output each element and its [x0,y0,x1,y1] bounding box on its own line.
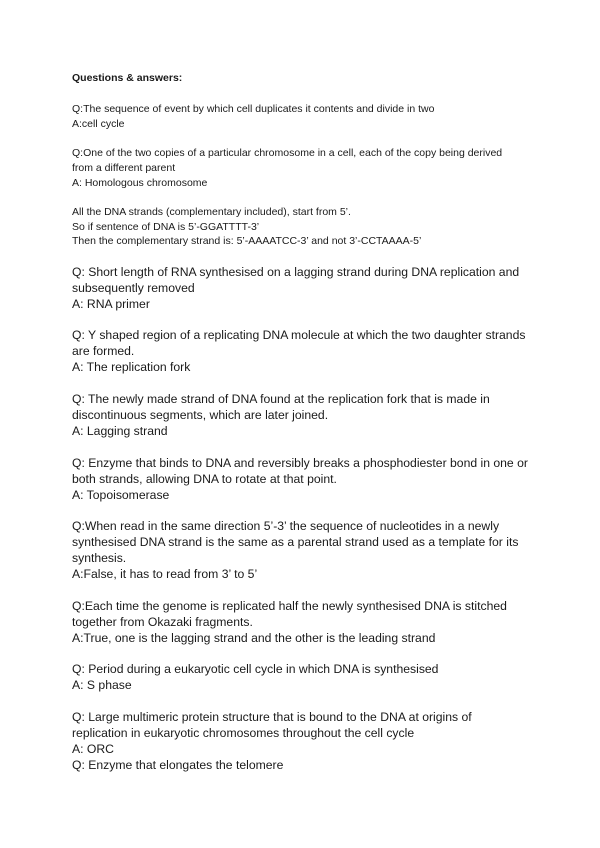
question-text: Q: Period during a eukaryotic cell cycle in which DNA is synthesised [72,662,439,676]
question-text: Q: The newly made strand of DNA found at the replication fork that is made in [72,392,490,406]
note-text: Then the complementary strand is: 5’-AAAATCC-3’ and not 3’-CCTAAAA-5’ [72,235,422,247]
answer-text: A:cell cycle [72,118,125,130]
answer-text: A:True, one is the lagging strand and the other is the leading strand [72,631,436,645]
answer-text: A: Topoisomerase [72,488,170,502]
question-text: Q: Y shaped region of a replicating DNA molecule at which the two daughter strands [72,328,526,342]
question-text: together from Okazaki fragments. [72,615,253,629]
question-text: synthesised DNA strand is the same as a parental strand used as a template for its [72,535,519,549]
answer-text: A: S phase [72,678,132,692]
question-text: from a different parent [72,162,176,174]
question-text: Q: Large multimeric protein structure that is bound to the DNA at origins of [72,710,472,724]
note-text: So if sentence of DNA is 5’-GGATTTT-3’ [72,221,260,233]
question-text: Q:Each time the genome is replicated half the newly synthesised DNA is stitched [72,599,507,613]
answer-text: A: Lagging strand [72,424,168,438]
question-text: Q: Enzyme that elongates the telomere [72,758,284,772]
question-text: are formed. [72,344,135,358]
question-text: both strands, allowing DNA to rotate at that point. [72,472,337,486]
answer-text: A: RNA primer [72,297,150,311]
question-text: Q:One of the two copies of a particular chromosome in a cell, each of the copy being derived [72,147,503,159]
question-text: Q: Short length of RNA synthesised on a lagging strand during DNA replication and [72,265,520,279]
question-text: discontinuous segments, which are later joined. [72,408,329,422]
answer-text: A: Homologous chromosome [72,177,208,189]
question-text: Q:The sequence of event by which cell duplicates it contents and divide in two [72,103,435,115]
answer-text: A:False, it has to read from 3’ to 5’ [72,567,258,581]
note-text: All the DNA strands (complementary included), start from 5’. [72,206,351,218]
question-text: replication in eukaryotic chromosomes throughout the cell cycle [72,726,415,740]
page-heading: Questions & answers: [72,72,183,84]
question-text: Q:When read in the same direction 5’-3’ the sequence of nucleotides in a newly [72,519,500,533]
answer-text: A: The replication fork [72,360,191,374]
answer-text: A: ORC [72,742,114,756]
question-text: Q: Enzyme that binds to DNA and reversibly breaks a phosphodiester bond in one or [72,456,528,470]
question-text: synthesis. [72,551,127,565]
question-text: subsequently removed [72,281,195,295]
